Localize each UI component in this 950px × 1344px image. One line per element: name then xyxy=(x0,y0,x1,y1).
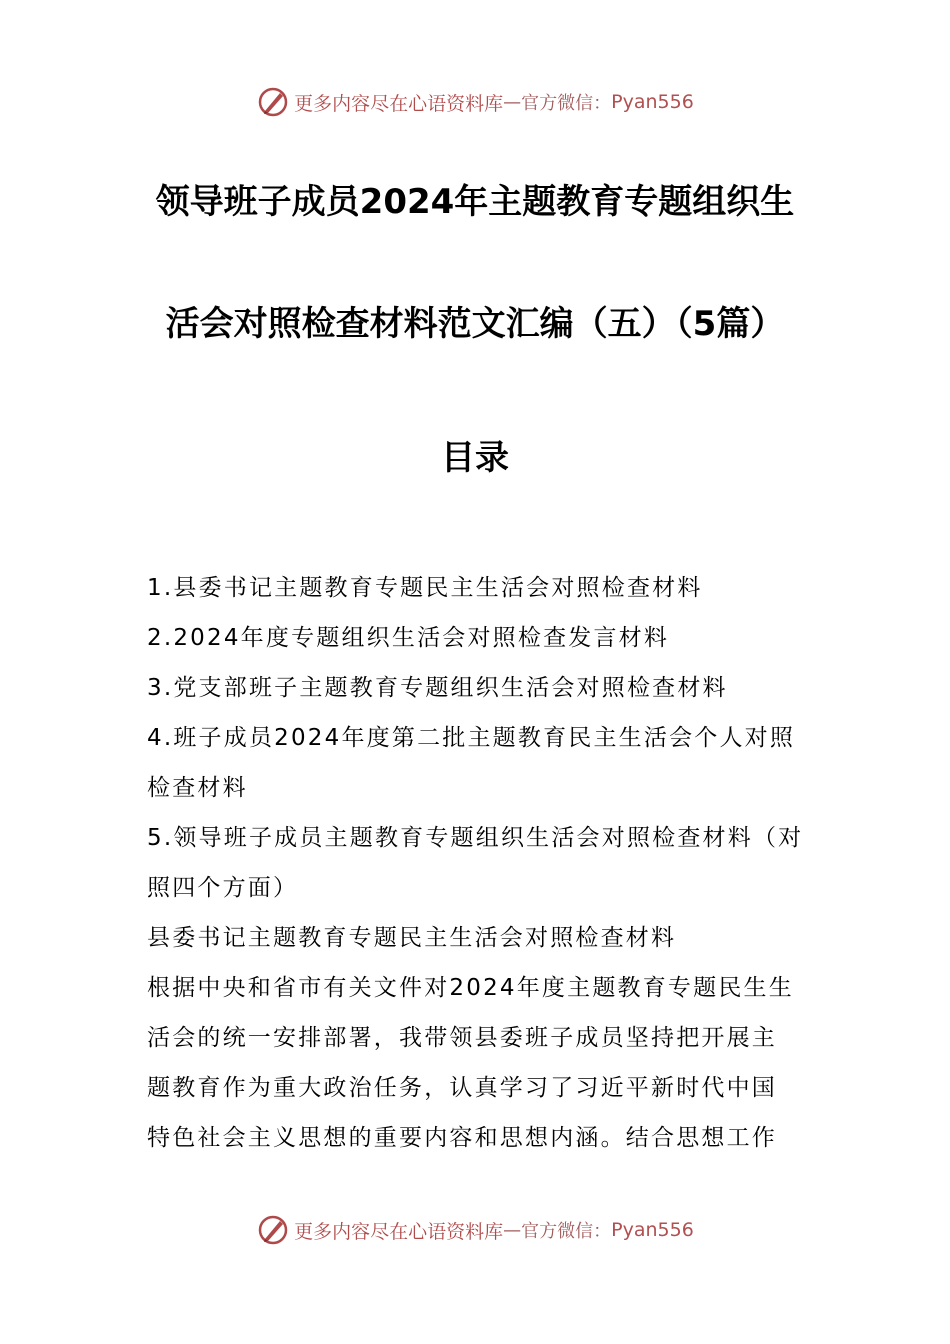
document-title-line-2: 活会对照检查材料范文汇编（五）（5篇） xyxy=(165,304,785,344)
toc-item-2: 2.2024年度专题组织生活会对照检查发言材料 xyxy=(147,625,670,651)
toc-item-1: 1.县委书记主题教育专题民主生活会对照检查材料 xyxy=(147,575,703,601)
header-watermark xyxy=(0,80,950,124)
watermark-sub-text: 官方微信： xyxy=(521,93,612,114)
watermark-wechat-id: Pyan556 xyxy=(611,1219,694,1241)
document-title-line-1: 领导班子成员2024年主题教育专题组织生 xyxy=(155,182,795,222)
toc-item-4-line-2: 检查材料 xyxy=(147,775,248,801)
watermark-dash: — xyxy=(503,1219,522,1241)
toc-item-5-line-2: 照四个方面） xyxy=(147,875,299,901)
watermark-wechat-id: Pyan556 xyxy=(611,91,694,113)
watermark-sub-text: 官方微信： xyxy=(521,1221,612,1242)
toc-item-4-line-1: 4.班子成员2024年度第二批主题教育民主生活会个人对照 xyxy=(147,725,796,751)
paragraph-line-3: 题教育作为重大政治任务，认真学习了习近平新时代中国 xyxy=(147,1075,777,1101)
watermark-main-text: 更多内容尽在心语资料库 xyxy=(294,1220,504,1243)
footer-watermark xyxy=(0,1208,950,1252)
document-body xyxy=(147,563,807,1163)
pen-icon xyxy=(256,85,290,119)
toc-heading: 目录 xyxy=(441,438,509,478)
toc-item-5-line-1: 5.领导班子成员主题教育专题组织生活会对照检查材料（对 xyxy=(147,825,804,851)
paragraph-line-2: 活会的统一安排部署，我带领县委班子成员坚持把开展主 xyxy=(147,1025,777,1051)
section-heading: 县委书记主题教育专题民主生活会对照检查材料 xyxy=(147,925,677,951)
paragraph-line-1: 根据中央和省市有关文件对2024年度主题教育专题民生生 xyxy=(147,975,794,1001)
toc-item-3: 3.党支部班子主题教育专题组织生活会对照检查材料 xyxy=(147,675,728,701)
watermark-main-text: 更多内容尽在心语资料库 xyxy=(294,92,504,115)
paragraph-line-4: 特色社会主义思想的重要内容和思想内涵。结合思想工作 xyxy=(147,1125,777,1151)
pen-icon xyxy=(256,1213,290,1247)
watermark-dash: — xyxy=(503,91,522,113)
